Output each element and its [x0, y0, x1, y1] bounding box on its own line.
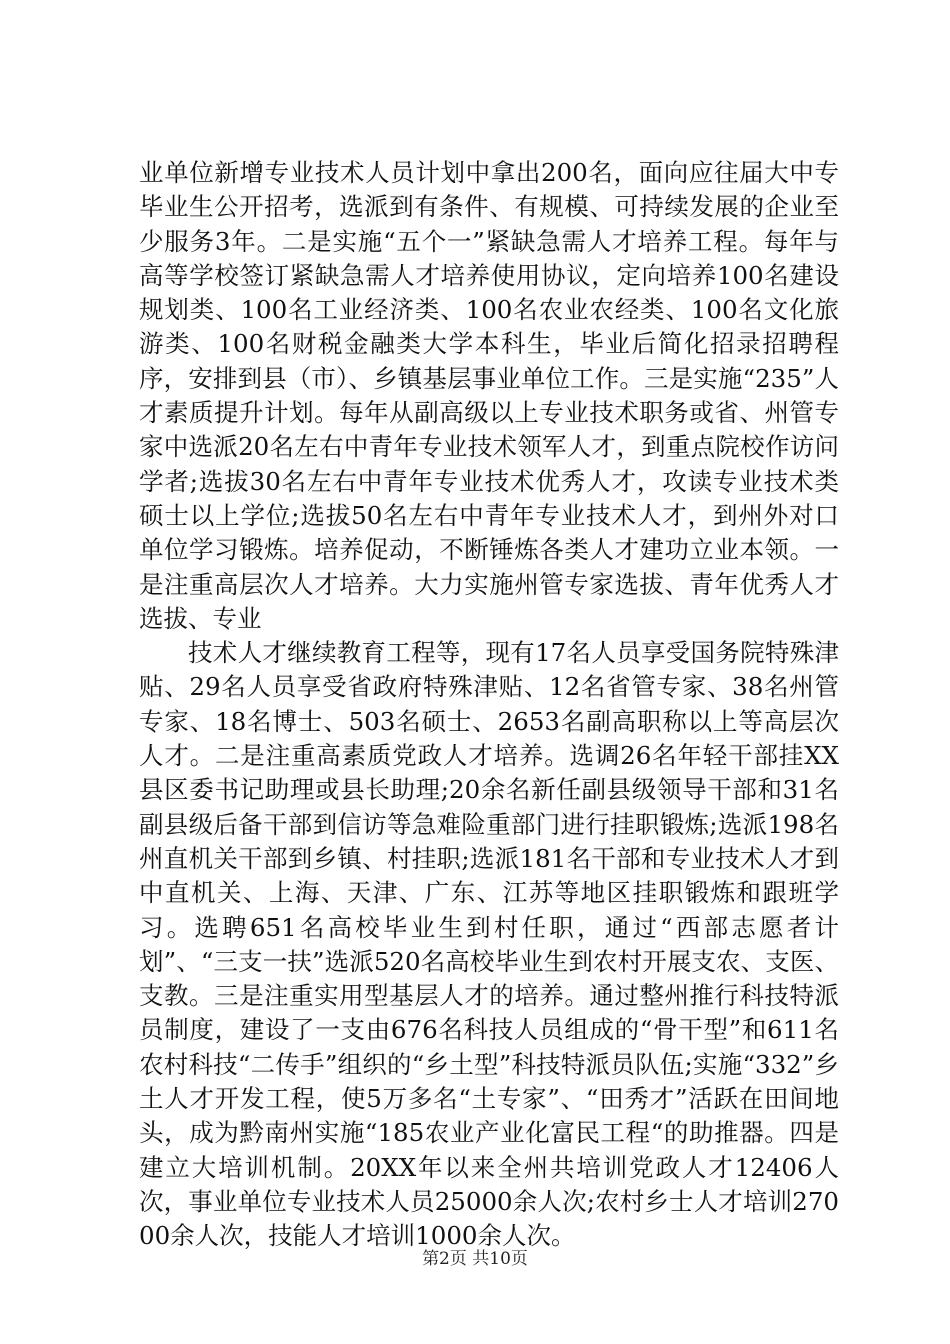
- paragraph: 技术人才继续教育工程等，现有17名人员享受国务院特殊津贴、29名人员享受省政府特殊津贴、12名省管专家、38名州管专家、18名博士、503名硕士、2653名副高职称以上等高层次人才。二是注重高素质党政人才培养。选调26名年轻干部挂XX县区委书记助理或县长助理;20余名新任副县级领导干部和31名副县级后备干部到信访等急难险重部门进行挂职锻炼;选派198名州直机关干部到乡镇、村挂职;选派181名干部和专业技术人才到中直机关、上海、天津、广东、江苏等地区挂职锻炼和跟班学习。选聘651名高校毕业生到村任职，通过“西部志愿者计划”、“三支一扶”选派520名高校毕业生到农村开展支农、支医、支教。三是注重实用型基层人才的培养。通过整州推行科技特派员制度，建设了一支由676名科技人员组成的“骨干型”和611名农村科技“二传手”组织的“乡土型”科技特派员队伍;实施“332”乡土人才开发工程，使5万多名“土专家”、“田秀才”活跃在田间地头，成为黔南州实施“185农业产业化富民工程“的助推器。四是建立大培训机制。20XX年以来全州共培训党政人才12406人次，事业单位专业技术人员25000余人次;农村乡士人才培训27000余人次，技能人才培训1000余人次。: [139, 638, 839, 1251]
- body-text: [139, 156, 839, 1254]
- page-total: 共10页: [472, 1249, 528, 1269]
- page-footer: [0, 1244, 950, 1269]
- page-number: 第2页: [422, 1249, 467, 1269]
- paragraph: 业单位新增专业技术人员计划中拿出200名，面向应往届大中专毕业生公开招考，选派到有条件、有规模、可持续发展的企业至少服务3年。二是实施“五个一”紧缺急需人才培养工程。每年与高等学校签订紧缺急需人才培养使用协议，定向培养100名建设规划类、100名工业经济类、100名农业农经类、100名文化旅游类、100名财税金融类大学本科生，毕业后简化招录招聘程序，安排到县（市）、乡镇基层事业单位工作。三是实施“235”人才素质提升计划。每年从副高级以上专业技术职务或省、州管专家中选派20名左右中青年专业技术领军人才，到重点院校作访问学者;选拔30名左右中青年专业技术优秀人才，攻读专业技术类硕士以上学位;选拔50名左右中青年专业技术人才，到州外对口单位学习锻炼。培养促动，不断锤炼各类人才建功立业本领。一是注重高层次人才培养。大力实施州管专家选拔、青年优秀人才选拔、专业: [139, 158, 839, 633]
